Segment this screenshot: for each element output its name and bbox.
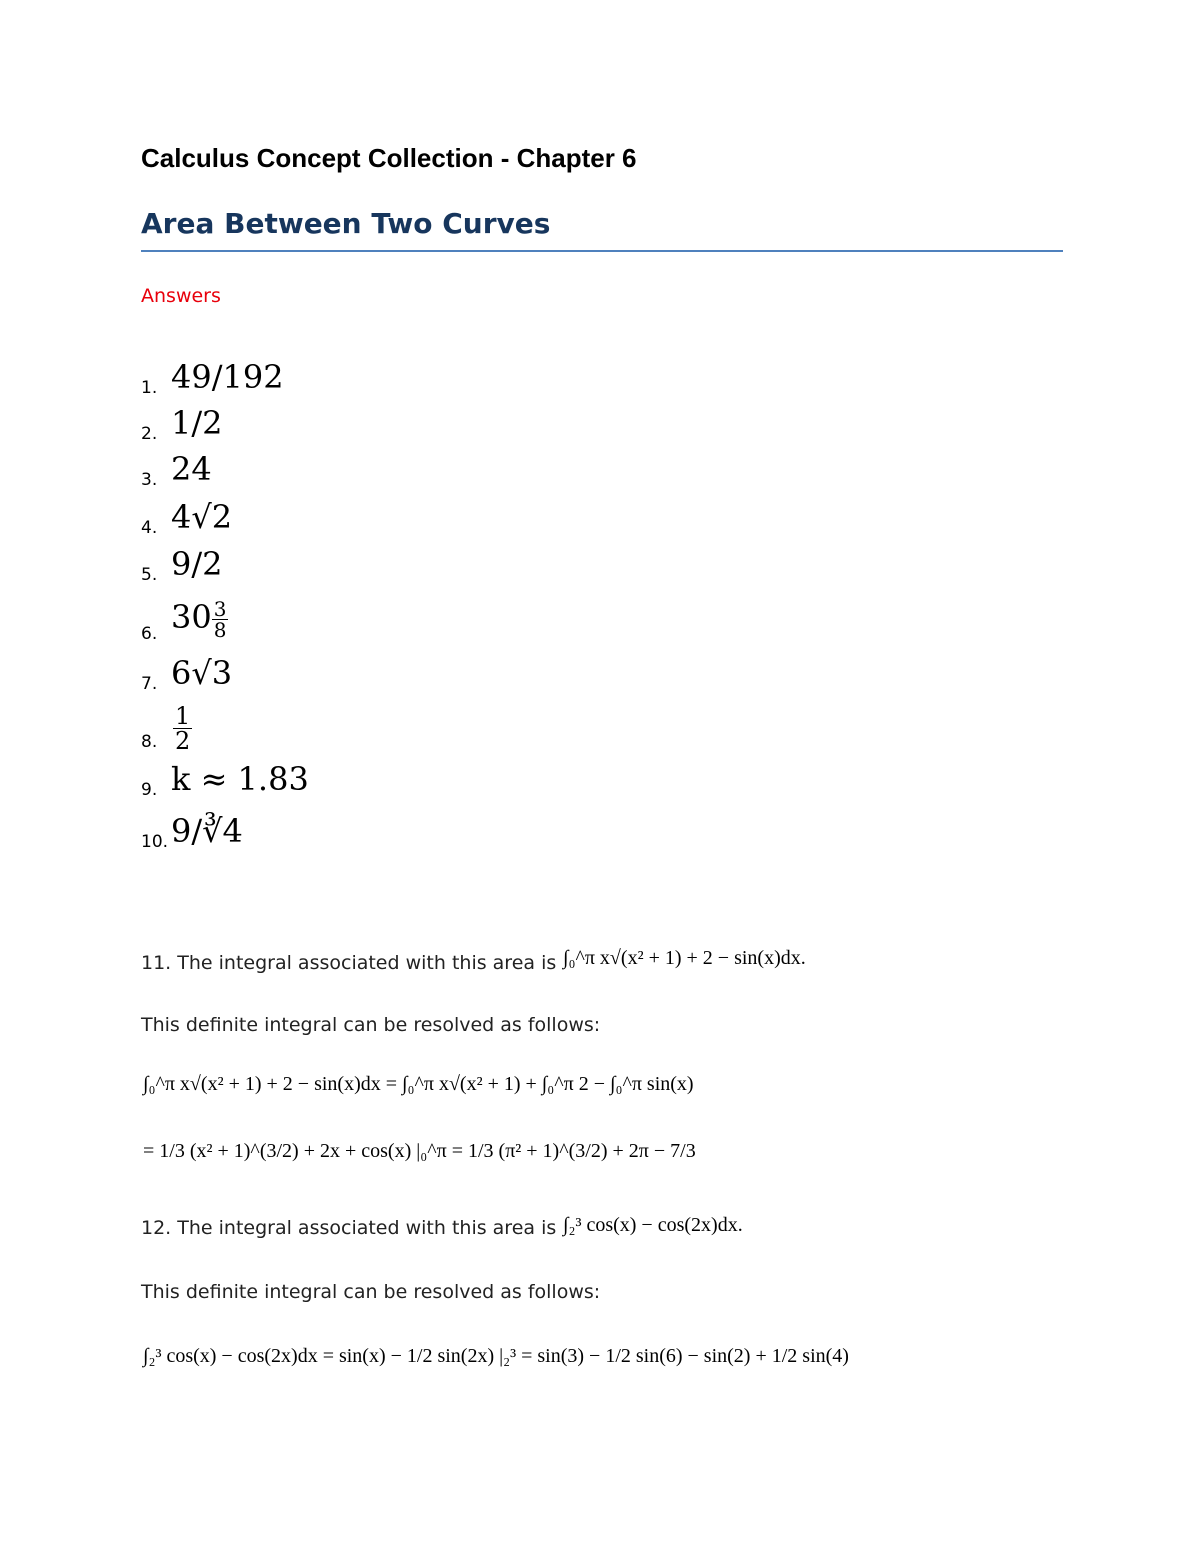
problem-11-line-1: ∫₀^π x√(x² + 1) + 2 − sin(x)dx = ∫₀^π x√(x² + 1) + ∫₀^π 2 − ∫₀^π sin(x) [143,1073,694,1095]
answer-number: 10. [141,832,169,852]
fraction-numerator: 3 [213,597,227,621]
answer-fraction [173,704,192,753]
problem-11-intro: 11. The integral associated with this area is [141,952,557,974]
answer-value: 9/2 [171,545,223,583]
answer-value: 24 [171,450,212,488]
heading-underline [141,250,1063,252]
answer-whole: 30 [171,598,212,636]
answers-label: Answers [141,285,221,307]
fraction-denominator: 2 [175,727,191,755]
integral-expression: ∫₂³ cos(x) − cos(2x)dx [563,1214,738,1236]
answer-fraction [212,599,229,640]
problem-11-integral [563,947,806,970]
problem-12-resolve-text: This definite integral can be resolved as follows: [141,1281,601,1303]
problem-11-resolve-text: This definite integral can be resolved as follows: [141,1014,601,1036]
answer-value: 6√3 [171,654,233,692]
answer-value: 4√2 [171,498,233,536]
answer-number: 8. [141,732,158,752]
answer-value: 1/2 [171,404,223,442]
answer-number: 9. [141,780,158,800]
answer-number: 7. [141,674,158,694]
problem-11-line-2: = 1/3 (x² + 1)^(3/2) + 2x + cos(x) |₀^π = 1/3 (π² + 1)^(3/2) + 2π − 7/3 [143,1140,696,1162]
answer-number: 2. [141,424,158,444]
chapter-title: Calculus Concept Collection - Chapter 6 [141,143,637,173]
answer-number: 1. [141,378,158,398]
sentence-period: . [737,1214,743,1236]
answer-value: 49/192 [171,358,284,396]
answer-value [173,704,192,753]
problem-12-line-1: ∫₂³ cos(x) − cos(2x)dx = sin(x) − 1/2 sin(2x) |₂³ = sin(3) − 1/2 sin(6) − sin(2) + 1/2 sin(4) [143,1345,849,1367]
section-title: Area Between Two Curves [141,207,551,240]
answer-number: 5. [141,565,158,585]
answer-value [171,598,228,640]
fraction-denominator: 8 [213,618,227,642]
fraction-numerator: 1 [175,702,191,730]
answer-value: k ≈ 1.83 [171,760,309,798]
answer-number: 3. [141,470,158,490]
answer-number: 6. [141,624,158,644]
answer-value: 9/∛4 [171,812,243,850]
sentence-period: . [800,947,806,969]
problem-12-integral [563,1214,743,1237]
answer-number: 4. [141,518,158,538]
integral-expression: ∫₀^π x√(x² + 1) + 2 − sin(x)dx [563,947,801,969]
problem-12-intro: 12. The integral associated with this area is [141,1217,557,1239]
